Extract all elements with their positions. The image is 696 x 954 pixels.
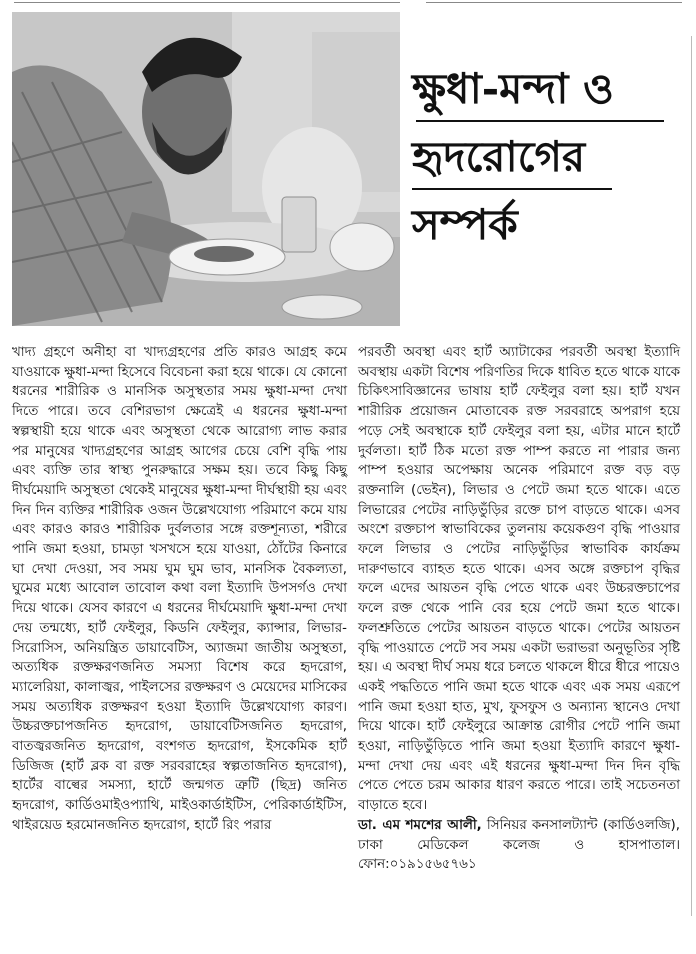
- author-name: ডা. এম শমশের আলী,: [358, 817, 482, 833]
- headline: [412, 60, 684, 254]
- top-rule: [0, 0, 696, 6]
- man-eating-photo: [12, 12, 400, 326]
- headline-line-1: ক্ষুধা-মন্দা ও: [412, 64, 614, 113]
- article-column-right: [358, 343, 680, 875]
- article-paragraph: পরবর্তী অবস্থা এবং হার্ট অ্যাটাকের পরবর্তী অবস্থা ইত্যাদি অবস্থায় একটা বিশেষ পরিণতির দিকে ধাবিত হতে থাকে যাকে চিকিৎসাবিজ্ঞানের ভাষায় হার্ট ফেইলুর বলা হয়। হার্ট যখন শারীরিক প্রয়োজন মোতাবেক রক্ত সরবরাহে অপরাগ হয়ে পড়ে সেই অবস্থাকে হার্ট ফেইলুর বলা হয়, এটার মানে হার্টে দুর্বলতা। হার্ট ঠিক মতো রক্ত পাম্প করতে না পারার জন্য পাম্প হওয়ার অপেক্ষায় অনেক পরিমাণে রক্ত বড় বড় রক্তনালি (ভেইন), লিভার ও পেটে জমা হতে থাকে। এতে লিভারের পেটের নাড়িভুঁড়ির রক্তে চাপ বাড়তে থাকে। এসব অংশে রক্তচাপ স্বাভাবিকের তুলনায় কয়েকগুণ বৃদ্ধি পাওয়ার ফলে লিভার ও পেটের নাড়িভুঁড়ির স্বাভাবিক কার্যক্রম দারুণভাবে ব্যাহত হতে থাকে। এসব অঙ্গে রক্তচাপ বৃদ্ধির ফলে এদের আয়তন বৃদ্ধি পেতে থাকে এবং উচ্চরক্তচাপের ফলে রক্ত থেকে পানি বের হয়ে পেটে জমা হতে থাকে। ফলশ্রুতিতে পেটের আয়তন বাড়তে থাকে। পেটের আয়তন বৃদ্ধি পাওয়াতে পেটে সব সময় একটা ভরাভরা অনুভূতির সৃষ্টি হয়। এ অবস্থা দীর্ঘ সময় ধরে চলতে থাকলে ধীরে ধীরে পায়েও একই পদ্ধতিতে পানি জমা হতে থাকে এবং এক সময় এরূপে পানি জমা হওয়া হাত, মুখ, ফুসফুস ও অন্যান্য স্থানেও দেখা দিয়ে থাকে। হার্ট ফেইলুরে আক্রান্ত রোগীর পেটে পানি জমা হওয়া, নাড়িভুঁড়িতে পানি জমা হওয়া ইত্যাদি কারণে ক্ষুধা-মন্দা দেখা দেয় এবং এই ধরনের ক্ষুধা-মন্দা দিন দিন বৃদ্ধি পেতে পেতে চরম আকার ধারণ করতে পারে। তাই সচেতনতা বাড়াতে হবে।: [358, 345, 680, 814]
- article-column-left: [12, 343, 347, 836]
- article-paragraph: খাদ্য গ্রহণে অনীহা বা খাদ্যগ্রহণের প্রতি কারও আগ্রহ কমে যাওয়াকে ক্ষুধা-মন্দা হিসেবে বিবেচনা করা হয়ে থাকে। যে কোনো ধরনের শারীরিক ও মানসিক অসুস্থতার সময় ক্ষুধা-মন্দা দেখা দিতে পারে। তবে বেশিরভাগ ক্ষেত্রেই এ ধরনের ক্ষুধা-মন্দা স্বল্পস্থায়ী হয়ে থাকে এবং অসুস্থতা থেকে আরোগ্য লাভ করার পর মানুষের খাদ্যগ্রহণের আগ্রহ আগের চেয়ে বেশি বৃদ্ধি পায় এবং ব্যক্তি তার স্বাস্থ্য পুনরুদ্ধারে সক্ষম হয়। তবে কিছু কিছু দীর্ঘমেয়াদি অসুস্থতা থেকেই মানুষের ক্ষুধা-মন্দা দীর্ঘস্থায়ী হয় এবং দিন দিন ব্যক্তির শারীরিক ওজন উল্লেখযোগ্য পরিমাণে কমে যায় এবং কারও কারও শারীরিক দুর্বলতার সঙ্গে রক্তশূন্যতা, শরীরে পানি জমা হওয়া, চামড়া খসখসে হয়ে যাওয়া, ঠোঁটের কিনারে ঘা দেখা দেওয়া, সব সময় ঘুম ঘুম ভাব, মানসিক বৈকল্যতা, ঘুমের মধ্যে আবোল তাবোল কথা বলা ইত্যাদি উপসর্গও দেখা দিয়ে থাকে। যেসব কারণে এ ধরনের দীর্ঘমেয়াদি ক্ষুধা-মন্দা দেখা দেয় তন্মধ্যে, হার্ট ফেইলুর, কিডনি ফেইলুর, ক্যান্সার, লিভার-সিরোসিস, অনিয়ন্ত্রিত ডায়াবেটিস, অ্যাজমা জাতীয় অসুস্থতা, অত্যধিক রক্তক্ষরণজনিত সমস্যা বিশেষ করে হৃদরোগ, ম্যালেরিয়া, কালাজ্বর, পাইলসের রক্তক্ষরণ ও মেয়েদের মাসিকের সময় অত্যধিক রক্তক্ষরণ হওয়া ইত্যাদি উল্লেখযোগ্য কারণ। উচ্চরক্তচাপজনিত হৃদরোগ, ডায়াবেটিসজনিত হৃদরোগ, বাতজ্বরজনিত হৃদরোগ, বংশগত হৃদরোগ, ইসকেমিক হার্ট ডিজিজ (হার্ট ব্লক বা রক্ত সরবরাহের স্বল্পতাজনিত হৃদরোগ), হার্টের বাল্বের সমস্যা, হার্টে জন্মগত ত্রুটি (ছিদ্র) জনিত হৃদরোগ, কার্ডিওমাইওপ্যাথি, মাইওকার্ডাইটিস, পেরিকার্ডাইটিস, থাইরয়েড হরমোনজনিত হৃদরোগ, হার্টে রিং পরার: [12, 345, 347, 833]
- headline-line-3: সম্পর্ক: [412, 200, 518, 249]
- headline-rule: [416, 120, 664, 122]
- headline-line-2: হৃদরোগের: [412, 132, 586, 181]
- right-rule: [691, 36, 692, 916]
- author-byline: [358, 816, 680, 875]
- headline-rule: [412, 188, 612, 190]
- photo-illustration: [12, 12, 400, 326]
- author-credentials: সিনিয়র কনসালট্যান্ট (কার্ডিওলজি), ঢাকা মেডিকেল কলেজ ও হাসপাতাল। ফোন:০১৯১৫৬৫৭৬১: [358, 817, 680, 873]
